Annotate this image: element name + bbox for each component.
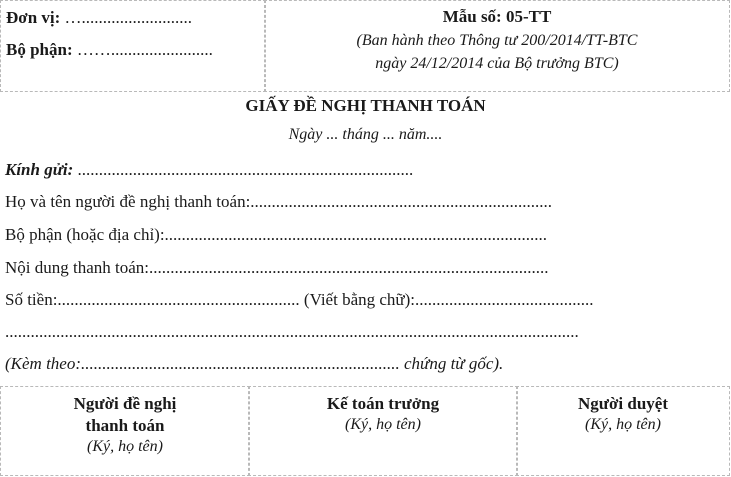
requester-title-2: thanh toán [85, 416, 165, 435]
form-number: Mẫu số: 05-TT [442, 7, 552, 26]
kinh-gui-label: Kính gửi: [5, 160, 74, 179]
attachment-prefix: (Kèm theo: [5, 354, 82, 373]
issued-by-line-2: ngày 24/12/2014 của Bộ trưởng BTC) [375, 55, 619, 72]
content-line: Nội dung thanh toán:.............................................................................................. [5, 258, 549, 277]
attachment-dots: ........................................................................... [81, 354, 400, 373]
unit-label: Đơn vị: [6, 8, 61, 27]
attachment-line [5, 354, 503, 374]
approver-title: Người duyệt [578, 394, 668, 413]
accountant-title: Kế toán trưởng [326, 394, 440, 413]
date-line: Ngày ... tháng ... năm.... [288, 126, 443, 143]
dept-label: Bộ phận: [6, 40, 73, 59]
accountant-sign-note: (Ký, họ tên) [345, 416, 421, 433]
dept-dots: ……........................ [76, 40, 213, 59]
unit-dots: ….......................... [64, 8, 193, 27]
requester-title-1: Người đề nghị [73, 394, 177, 413]
attachment-suffix: chứng từ gốc). [404, 354, 504, 373]
document-title: GIẤY ĐỀ NGHỊ THANH TOÁN [245, 96, 486, 115]
requester-line: Họ và tên người đề nghị thanh toán:....................................................................... [5, 192, 553, 211]
dept-line [6, 40, 213, 60]
requester-sign-note: (Ký, họ tên) [87, 438, 163, 455]
unit-line [6, 8, 192, 28]
amount-line: Số tiền:......................................................... (Viết bằng chữ):.......................................... [5, 290, 594, 309]
issued-by-line-1: (Ban hành theo Thông tư 200/2014/TT-BTC [356, 32, 638, 49]
approver-sign-note: (Ký, họ tên) [585, 416, 661, 433]
amount-continued-line: ....................................................................................................................................... [5, 322, 579, 341]
kinh-gui-line [5, 160, 413, 180]
department-line: Bộ phận (hoặc địa chỉ):.......................................................................................... [5, 225, 548, 244]
kinh-gui-dots: ............................................................................... [77, 160, 414, 179]
